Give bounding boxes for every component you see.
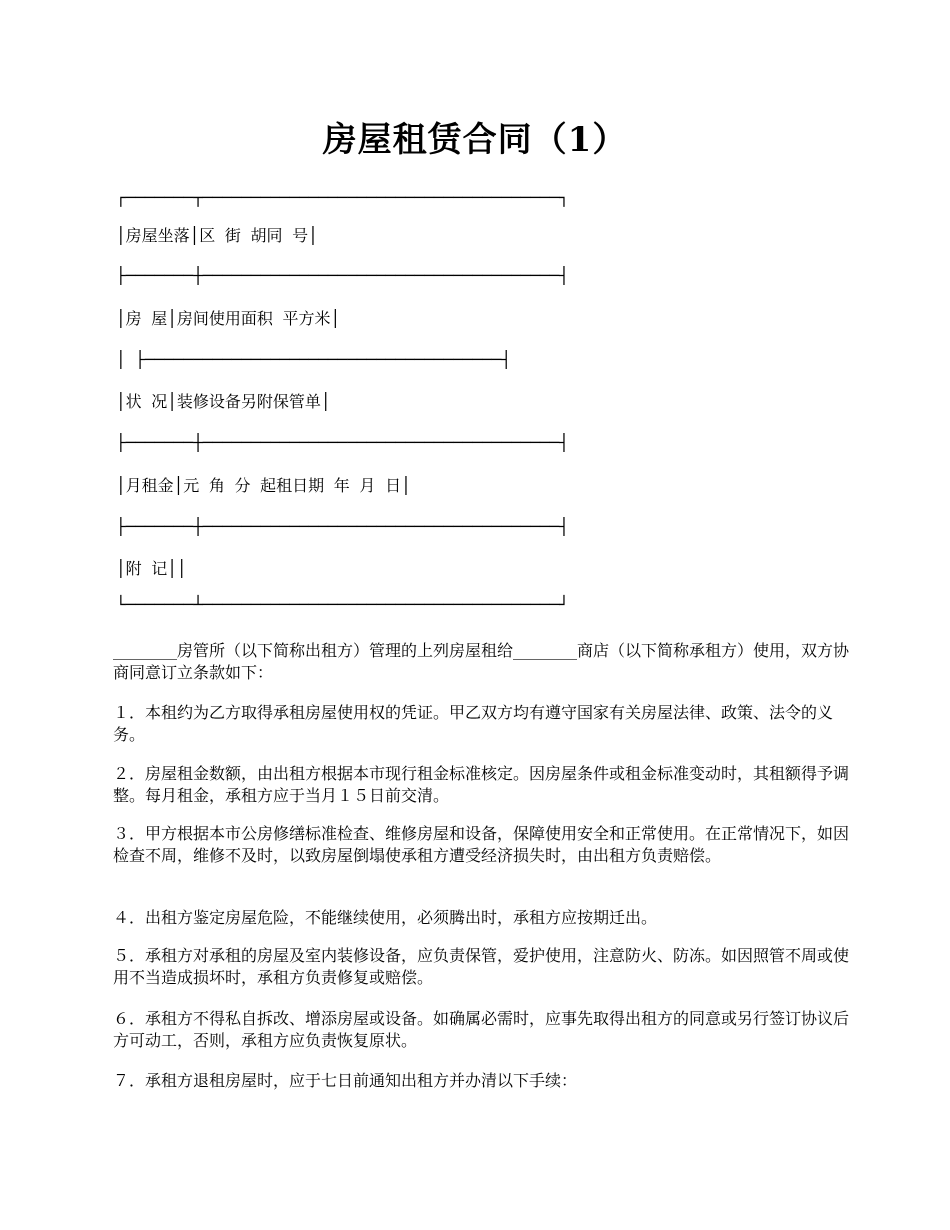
clause-2: ２．房屋租金数额，由出租方根据本市现行租金标准核定。因房屋条件或租金标准变动时，其租额得予调整。每月租金，承租方应于当月１５日前交清。	[113, 764, 850, 805]
clause-6: ６．承租方不得私自拆改、增添房屋或设备。如确属必需时，应事先取得出租方的同意或另行签订协议后方可动工，否则，承租方应负责恢复原状。	[113, 1009, 850, 1050]
clause-4: ４．出租方鉴定房屋危险，不能继续使用，必须腾出时，承租方应按期迁出。	[113, 908, 658, 927]
table-row-notes: │附 记││	[116, 559, 187, 578]
table-row-house: │房 屋│房间使用面积 平方米│	[116, 309, 341, 328]
table-row-condition: │状 况│装修设备另附保管单│	[116, 392, 331, 411]
table-divider: ├───────┼─────────────────────────────────────┤	[116, 433, 569, 452]
table-row-rent: │月租金│元 角 分 起租日期 年 月 日│	[116, 476, 411, 495]
document-title: 房屋租赁合同（1）	[322, 120, 628, 160]
clause-7: ７．承租方退租房屋时，应于七日前通知出租方并办清以下手续：	[113, 1071, 578, 1090]
table-divider: ├───────┼─────────────────────────────────────┤	[116, 266, 569, 285]
table-border-bottom: └───────┴─────────────────────────────────────┘	[116, 595, 569, 614]
clause-5: ５．承租方对承租的房屋及室内装修设备，应负责保管，爱护使用，注意防火、防冻。如因照管不周或使用不当造成损坏时，承租方负责修复或赔偿。	[113, 946, 850, 987]
table-divider: │ ├─────────────────────────────────────┤	[116, 350, 511, 369]
clause-1: １．本租约为乙方取得承租房屋使用权的凭证。甲乙双方均有遵守国家有关房屋法律、政策、法令的义务。	[113, 703, 834, 744]
table-border-top: ┌───────┬─────────────────────────────────────┐	[116, 188, 569, 207]
table-divider: ├───────┼─────────────────────────────────────┤	[116, 517, 569, 536]
clause-3: ３．甲方根据本市公房修缮标准检查、维修房屋和设备，保障使用安全和正常使用。在正常情况下，如因检查不周，维修不及时，以致房屋倒塌使承租方遭受经济损失时，由出租方负责赔偿。	[113, 824, 850, 865]
table-row-location: │房屋坐落│区 街 胡同 号│	[116, 226, 318, 245]
intro-paragraph: ________房管所（以下简称出租方）管理的上列房屋租给________商店（以下简称承租方）使用，双方协商同意订立条款如下：	[113, 641, 850, 682]
